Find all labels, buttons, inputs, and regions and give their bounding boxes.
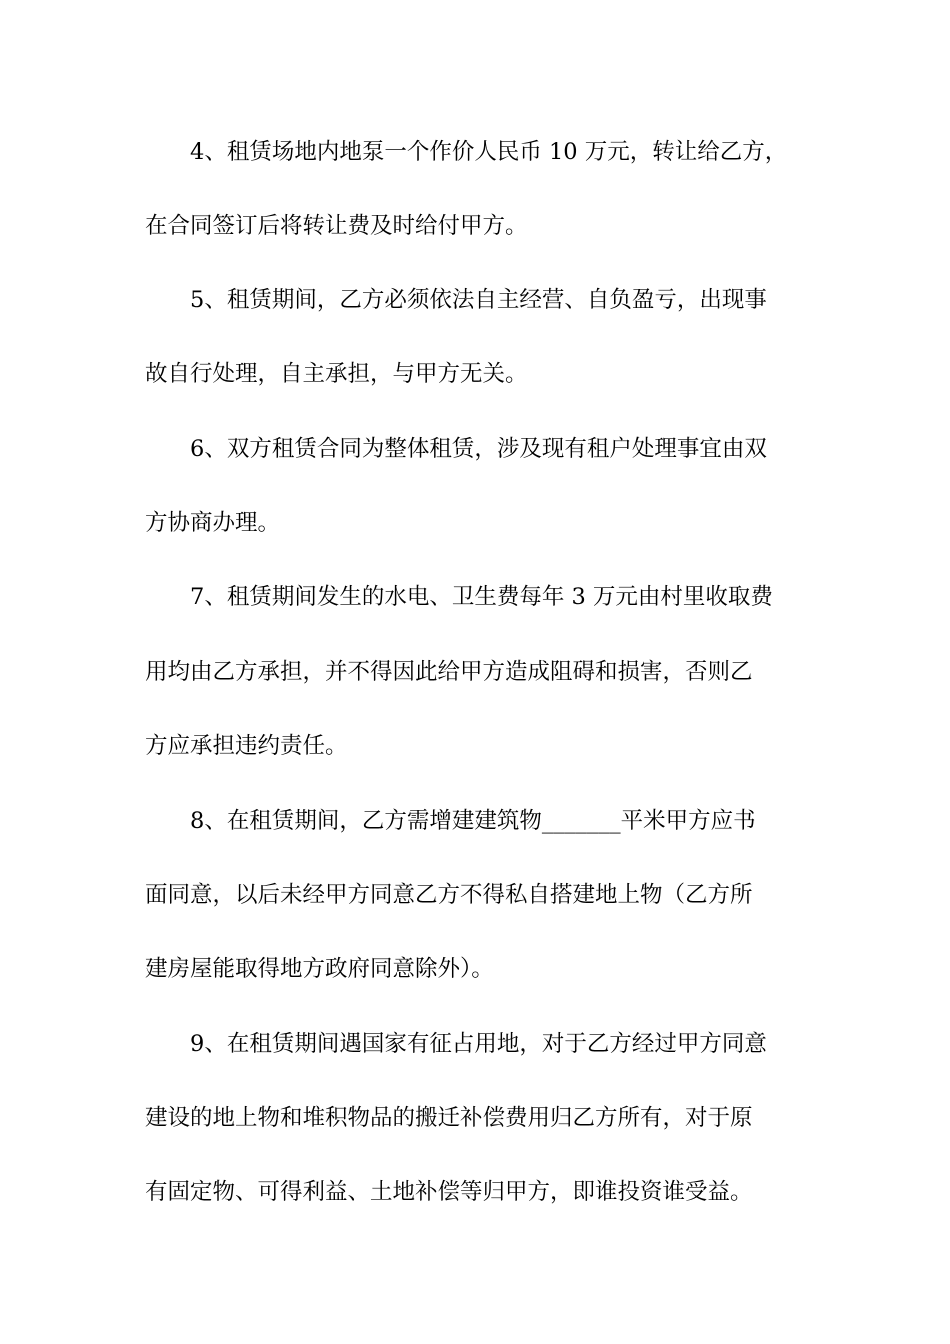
clause-4-line-2: 在合同签订后将转让费及时给付甲方。: [145, 213, 528, 239]
clause-6-line-1: 6、双方租赁合同为整体租赁，涉及现有租户处理事宜由双: [190, 436, 767, 462]
clause-7-line-3: 方应承担违约责任。: [145, 733, 348, 759]
clause-7-line-2: 用均由乙方承担，并不得因此给甲方造成阻碍和损害，否则乙: [145, 659, 753, 685]
clause-8-line-3: 建房屋能取得地方政府同意除外）。: [145, 956, 494, 982]
clause-5-line-2: 故自行处理，自主承担，与甲方无关。: [145, 361, 528, 387]
clause-9-line-1: 9、在租赁期间遇国家有征占用地，对于乙方经过甲方同意: [190, 1031, 767, 1057]
clause-9-line-2: 建设的地上物和堆积物品的搬迁补偿费用归乙方所有，对于原: [145, 1105, 753, 1131]
clause-6-line-2: 方协商办理。: [145, 510, 281, 536]
clause-8-line-2: 面同意，以后未经甲方同意乙方不得私自搭建地上物（乙方所: [145, 882, 753, 908]
clause-9-line-3: 有固定物、可得利益、土地补偿等归甲方，即谁投资谁受益。: [145, 1179, 753, 1205]
clause-8-line-1: 8、在租赁期间，乙方需增建建筑物_______平米甲方应书: [190, 808, 756, 834]
clause-4-line-1: 4、租赁场地内地泵一个作价人民币 10 万元，转让给乙方，: [190, 139, 788, 165]
clause-7-line-1: 7、租赁期间发生的水电、卫生费每年 3 万元由村里收取费: [190, 584, 773, 610]
clause-5-line-1: 5、租赁期间，乙方必须依法自主经营、自负盈亏，出现事: [190, 287, 767, 313]
